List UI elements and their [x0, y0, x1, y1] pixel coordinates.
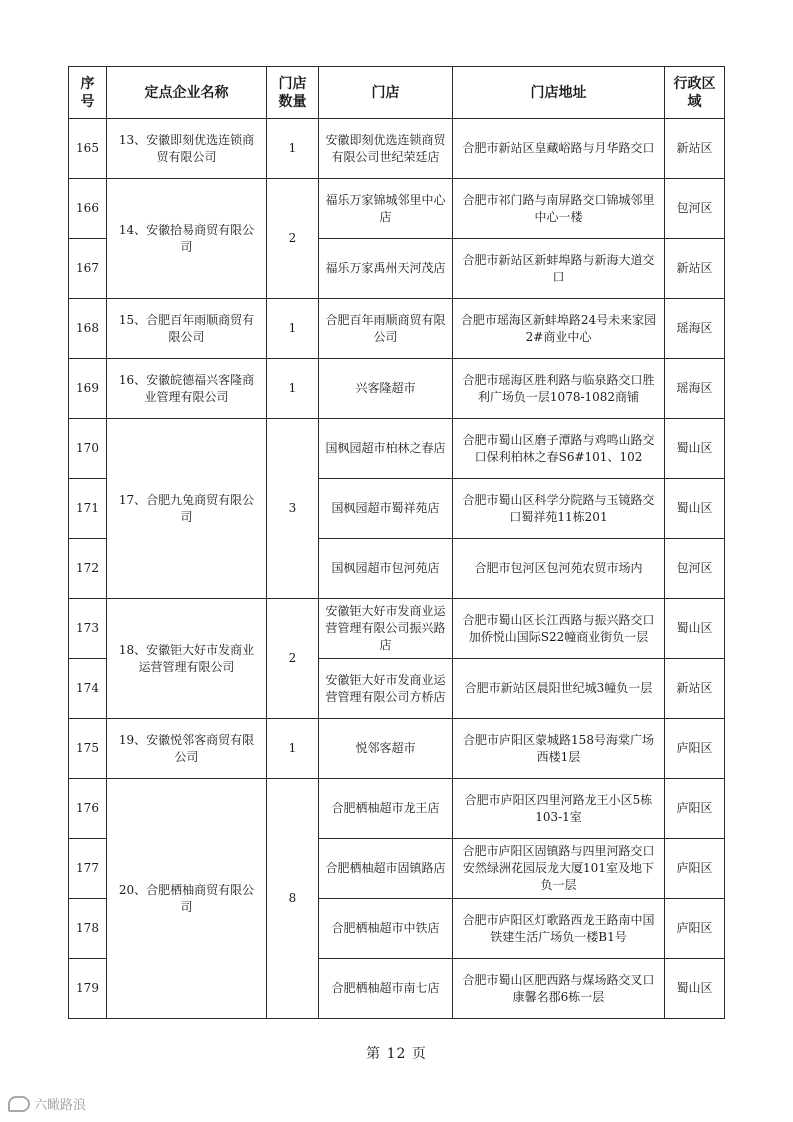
row-index: 176: [69, 779, 107, 839]
row-index: 166: [69, 179, 107, 239]
store-address: 合肥市蜀山区长江西路与振兴路交口加侨悦山国际S22幢商业街负一层: [453, 599, 665, 659]
store-name: 合肥百年雨顺商贸有限公司: [319, 299, 453, 359]
watermark-logo-icon: [8, 1096, 30, 1112]
row-index: 170: [69, 419, 107, 479]
store-name: 安徽钜大好市发商业运营管理有限公司振兴路店: [319, 599, 453, 659]
store-count: 3: [267, 419, 319, 599]
district: 蜀山区: [665, 959, 725, 1019]
store-name: 悦邻客超市: [319, 719, 453, 779]
store-address: 合肥市新站区晨阳世纪城3幢负一层: [453, 659, 665, 719]
row-index: 165: [69, 119, 107, 179]
header-index: 序号: [69, 67, 107, 119]
company-name: 14、安徽拾易商贸有限公司: [107, 179, 267, 299]
store-count: 1: [267, 299, 319, 359]
store-address: 合肥市庐阳区蒙城路158号海棠广场西楼1层: [453, 719, 665, 779]
table-row: [69, 779, 725, 839]
district: 蜀山区: [665, 479, 725, 539]
store-address: 合肥市新站区皇藏峪路与月华路交口: [453, 119, 665, 179]
table-row: [69, 359, 725, 419]
store-name: 合肥栖柚超市南七店: [319, 959, 453, 1019]
district: 瑶海区: [665, 299, 725, 359]
row-index: 177: [69, 839, 107, 899]
store-name: 福乐万家锦城邻里中心店: [319, 179, 453, 239]
store-name: 合肥栖柚超市固镇路店: [319, 839, 453, 899]
table-row: [69, 419, 725, 479]
store-address: 合肥市瑶海区胜利路与临泉路交口胜利广场负一层1078-1082商铺: [453, 359, 665, 419]
store-address: 合肥市包河区包河苑农贸市场内: [453, 539, 665, 599]
header-district: 行政区域: [665, 67, 725, 119]
store-address: 合肥市庐阳区灯歌路西龙王路南中国铁建生活广场负一楼B1号: [453, 899, 665, 959]
district: 包河区: [665, 539, 725, 599]
district: 新站区: [665, 119, 725, 179]
store-address: 合肥市蜀山区磨子潭路与鸡鸣山路交口保利柏林之春S6#101、102: [453, 419, 665, 479]
header-company: 定点企业名称: [107, 67, 267, 119]
row-index: 178: [69, 899, 107, 959]
row-index: 174: [69, 659, 107, 719]
district: 庐阳区: [665, 839, 725, 899]
store-address: 合肥市祁门路与南屏路交口锦城邻里中心一楼: [453, 179, 665, 239]
table-row: [69, 179, 725, 239]
store-name: 合肥栖柚超市中铁店: [319, 899, 453, 959]
watermark: [8, 1094, 86, 1113]
stores-table: [68, 66, 725, 1019]
company-name: 19、安徽悦邻客商贸有限公司: [107, 719, 267, 779]
store-address: 合肥市蜀山区肥西路与煤场路交叉口康馨名郡6栋一层: [453, 959, 665, 1019]
row-index: 175: [69, 719, 107, 779]
store-name: 国枫园超市蜀祥苑店: [319, 479, 453, 539]
company-name: 20、合肥栖柚商贸有限公司: [107, 779, 267, 1019]
district: 蜀山区: [665, 599, 725, 659]
store-count: 1: [267, 719, 319, 779]
row-index: 173: [69, 599, 107, 659]
store-count: 2: [267, 179, 319, 299]
row-index: 172: [69, 539, 107, 599]
table-row: [69, 719, 725, 779]
table-row: [69, 119, 725, 179]
store-name: 福乐万家禹州天河茂店: [319, 239, 453, 299]
store-name: 合肥栖柚超市龙王店: [319, 779, 453, 839]
row-index: 167: [69, 239, 107, 299]
table-row: [69, 599, 725, 659]
district: 新站区: [665, 659, 725, 719]
table-row: [69, 299, 725, 359]
company-name: 13、安徽即刻优选连锁商贸有限公司: [107, 119, 267, 179]
row-index: 169: [69, 359, 107, 419]
store-name: 国枫园超市柏林之春店: [319, 419, 453, 479]
header-address: 门店地址: [453, 67, 665, 119]
store-count: 1: [267, 119, 319, 179]
district: 蜀山区: [665, 419, 725, 479]
store-name: 安徽钜大好市发商业运营管理有限公司方桥店: [319, 659, 453, 719]
store-address: 合肥市蜀山区科学分院路与玉镜路交口蜀祥苑11栋201: [453, 479, 665, 539]
store-address: 合肥市庐阳区固镇路与四里河路交口安然绿洲花园辰龙大厦101室及地下负一层: [453, 839, 665, 899]
store-address: 合肥市庐阳区四里河路龙王小区5栋103-1室: [453, 779, 665, 839]
district: 庐阳区: [665, 899, 725, 959]
store-name: 国枫园超市包河苑店: [319, 539, 453, 599]
row-index: 171: [69, 479, 107, 539]
store-name: 安徽即刻优选连锁商贸有限公司世纪荣廷店: [319, 119, 453, 179]
district: 包河区: [665, 179, 725, 239]
header-store-count: 门店数量: [267, 67, 319, 119]
company-name: 15、合肥百年雨顺商贸有限公司: [107, 299, 267, 359]
table-header-row: [69, 67, 725, 119]
company-name: 17、合肥九兔商贸有限公司: [107, 419, 267, 599]
store-address: 合肥市瑶海区新蚌埠路24号未来家园2#商业中心: [453, 299, 665, 359]
watermark-text: 六瞰路浪: [34, 1098, 87, 1113]
store-count: 1: [267, 359, 319, 419]
row-index: 168: [69, 299, 107, 359]
store-count: 2: [267, 599, 319, 719]
store-address: 合肥市新站区新蚌埠路与新海大道交口: [453, 239, 665, 299]
company-name: 16、安徽皖德福兴客隆商业管理有限公司: [107, 359, 267, 419]
store-count: 8: [267, 779, 319, 1019]
district: 庐阳区: [665, 719, 725, 779]
company-name: 18、安徽钜大好市发商业运营管理有限公司: [107, 599, 267, 719]
page-number: 第 12 页: [366, 1046, 427, 1062]
header-store: 门店: [319, 67, 453, 119]
district: 庐阳区: [665, 779, 725, 839]
district: 瑶海区: [665, 359, 725, 419]
row-index: 179: [69, 959, 107, 1019]
store-name: 兴客隆超市: [319, 359, 453, 419]
district: 新站区: [665, 239, 725, 299]
